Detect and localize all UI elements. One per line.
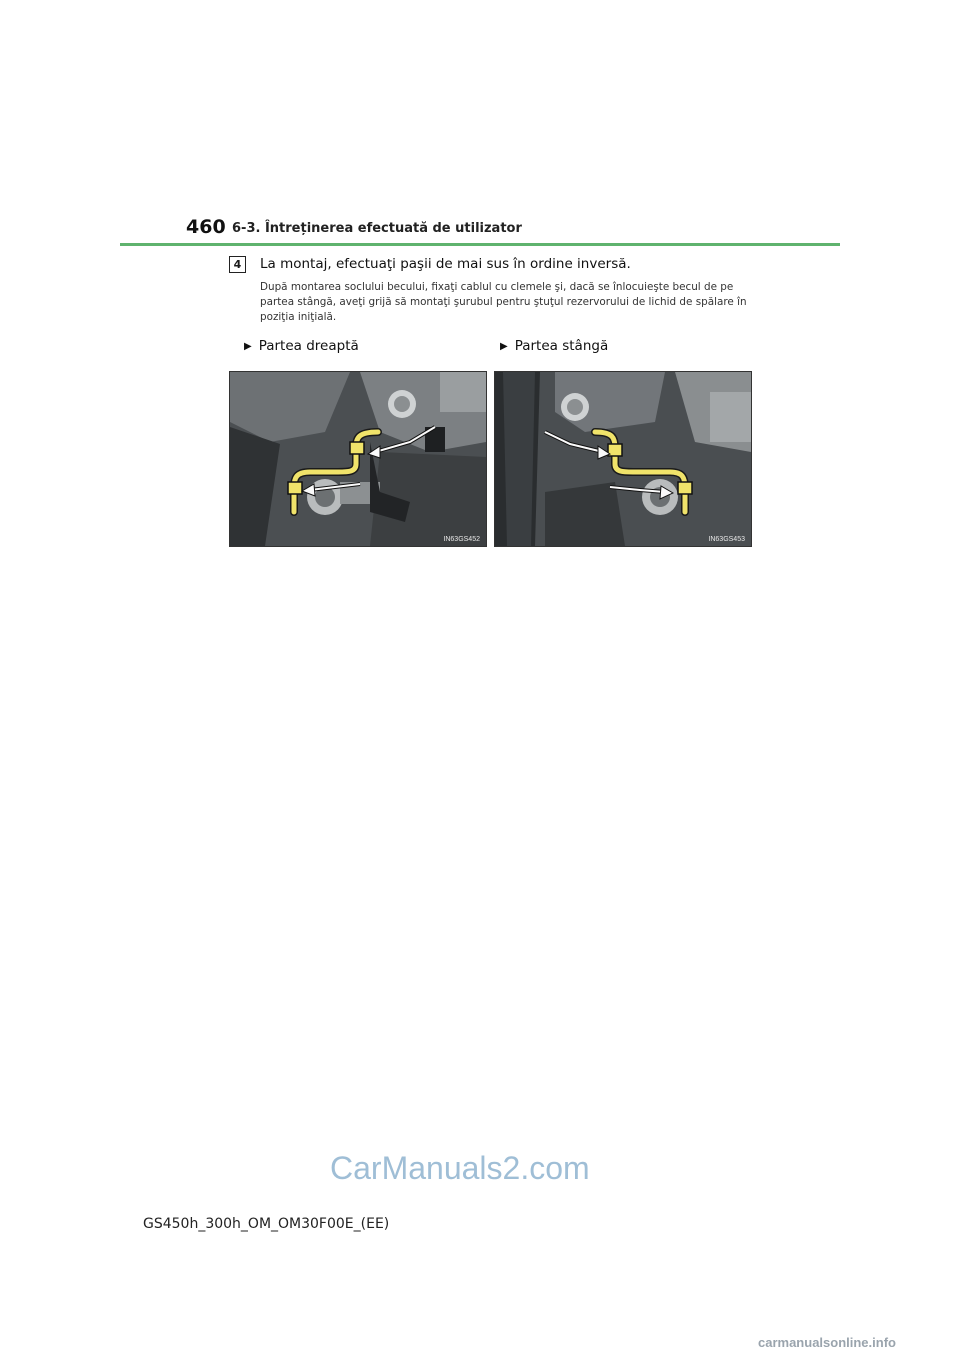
photo-right-side-headlight bbox=[229, 371, 487, 547]
figure-code: IN63GS452 bbox=[443, 536, 480, 543]
triangle-marker-icon: ▶ bbox=[244, 341, 252, 352]
step-number-badge: 4 bbox=[229, 256, 246, 273]
triangle-marker-icon: ▶ bbox=[500, 341, 508, 352]
watermark-carmanualsonline: carmanualsonline.info bbox=[758, 1335, 896, 1350]
figure-label-left-text: Partea stângă bbox=[514, 338, 609, 354]
step-instruction: La montaj, efectuaţi paşii de mai sus în ordine inversă. bbox=[260, 256, 631, 272]
header-divider bbox=[120, 243, 840, 246]
page-number: 460 bbox=[186, 216, 226, 238]
watermark-carmanuals2: CarManuals2.com bbox=[330, 1150, 590, 1186]
figure-label-right-side bbox=[244, 338, 359, 354]
figure-code: IN63GS453 bbox=[708, 536, 745, 543]
section-title: 6-3. Întreținerea efectuată de utilizator bbox=[232, 221, 522, 236]
engine-bay-illustration-right bbox=[230, 372, 486, 546]
engine-bay-illustration-left bbox=[495, 372, 751, 546]
photo-left-side-headlight bbox=[494, 371, 752, 547]
figure-label-left-side bbox=[500, 338, 608, 354]
step-note: După montarea soclului becului, fixaţi cablul cu clemele şi, dacă se înlocuieşte becul de pe partea stângă, aveţi grijă să montaţi şurubul pentru ştuţul rezervorului de lichid de spălare în poziţia iniţială. bbox=[260, 281, 747, 323]
figure-label-right-text: Partea dreaptă bbox=[258, 338, 359, 354]
footer-model-code: GS450h_300h_OM_OM30F00E_(EE) bbox=[143, 1216, 390, 1232]
